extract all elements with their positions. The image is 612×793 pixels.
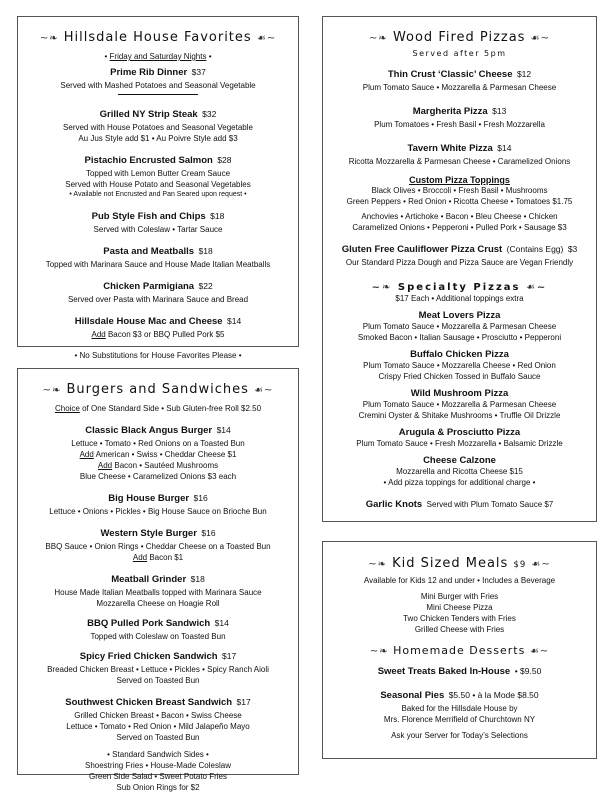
- flourish-right-icon: ☙~: [256, 33, 277, 44]
- list-item: Grilled Cheese with Fries: [414, 625, 505, 634]
- menu-item: Western Style Burger $16 BBQ Sauce • Onion Rings • Cheddar Cheese on a Toasted Bun Add Bacon $1: [45, 528, 271, 562]
- flourish-right-icon: ☙~: [531, 559, 551, 570]
- flourish-right-icon: ☙~: [530, 33, 550, 44]
- flourish-left-icon: ~❧: [369, 646, 389, 657]
- menu-item: Hillsdale House Mac and Cheese $14 Add Bacon $3 or BBQ Pulled Pork $5: [74, 316, 242, 339]
- kids-subtitle: Available for Kids 12 and under • Includes a Beverage: [363, 576, 556, 585]
- flourish-left-icon: ~❧: [369, 33, 388, 44]
- menu-item: Southwest Chicken Breast Sandwich $17 Grilled Chicken Breast • Bacon • Swiss Cheese Lettuce • Tomato • Red Onion • Mild Jalapeño Mayo Served on Toasted Bun: [65, 697, 251, 742]
- list-item: Two Chicken Tenders with Fries: [403, 614, 516, 623]
- kids-desserts-panel: [322, 541, 597, 759]
- menu-item: Wild Mushroom Pizza Plum Tomato Sauce • Mozzarella & Parmesan Cheese Cremini Oyster & Shitake Mushrooms • Truffle Oil Drizzle: [358, 388, 561, 420]
- menu-item: BBQ Pulled Pork Sandwich $14 Topped with Coleslaw on Toasted Bun: [87, 618, 229, 641]
- menu-item: Grilled NY Strip Steak $32 Served with House Potatoes and Seasonal Vegetable Au Jus Style add $1 • Au Poivre Style add $3: [63, 109, 253, 143]
- menu-item: Garlic Knots Served with Plum Tomato Sauce $7: [365, 499, 554, 510]
- house-favorites-note: • No Substitutions for House Favorites Please •: [74, 351, 242, 360]
- sandwich-sides: • Standard Sandwich Sides • Shoestring Fries • House-Made Coleslaw Green Side Salad • Sweet Potato Fries Sub Onion Rings for $2: [85, 750, 231, 792]
- menu-item: Thin Crust ‘Classic’ Cheese $12 Plum Tomato Sauce • Mozzarella & Parmesan Cheese: [362, 69, 557, 92]
- pizzas-heading: ~❧ Wood Fired Pizzas ☙~: [369, 30, 550, 45]
- burgers-panel: [17, 368, 299, 792]
- menu-item: Sweet Treats Baked In-House • $9.50: [377, 666, 542, 677]
- list-item: Mini Cheese Pizza: [426, 603, 493, 612]
- gluten-free-crust: Gluten Free Cauliflower Pizza Crust (Contains Egg) $3 Our Standard Pizza Dough and Pizza Sauce are Vegan Friendly: [341, 244, 578, 267]
- pizzas-panel: [322, 16, 597, 522]
- house-favorites-heading: ~❧ Hillsdale House Favorites ☙~: [39, 30, 277, 45]
- flourish-left-icon: ~❧: [368, 559, 387, 570]
- flourish-right-icon: ☙~: [529, 646, 550, 657]
- flourish-right-icon: ☙~: [254, 385, 274, 396]
- menu-item: Arugula & Prosciutto Pizza Plum Tomato Sauce • Fresh Mozzarella • Balsamic Drizzle: [356, 427, 563, 448]
- menu-item: Pasta and Meatballs $18 Topped with Marinara Sauce and House Made Italian Meatballs: [45, 246, 271, 269]
- pizzas-subtitle: Served after 5pm: [412, 49, 507, 58]
- prime-rib-schedule: • Friday and Saturday Nights •: [104, 52, 212, 61]
- menu-item: Meatball Grinder $18 House Made Italian Meatballs topped with Marinara Sauce Mozzarella Cheese on Hoagie Roll: [54, 574, 262, 608]
- flourish-left-icon: ~❧: [42, 385, 62, 396]
- kids-heading: ~❧ Kid Sized Meals $9 ☙~: [368, 556, 551, 571]
- menu-item: Pub Style Fish and Chips $18 Served with Coleslaw • Tartar Sauce: [91, 211, 225, 234]
- burgers-heading: ~❧ Burgers and Sandwiches ☙~: [42, 382, 274, 397]
- custom-toppings-title: Custom Pizza Toppings: [409, 175, 510, 185]
- desserts-footer: Ask your Server for Today’s Selections: [391, 731, 528, 740]
- flourish-left-icon: ~❧: [371, 282, 393, 293]
- menu-item: Pistachio Encrusted Salmon $28 Topped with Lemon Butter Cream Sauce Served with House Potato and Seasonal Vegetables • Available not Encrusted and Pan Seared upon request •: [65, 155, 251, 198]
- menu-item: Cheese Calzone Mozzarella and Ricotta Cheese $15 • Add pizza toppings for additional charge •: [383, 455, 536, 487]
- custom-toppings: Custom Pizza Toppings Black Olives • Broccoli • Fresh Basil • Mushrooms Green Peppers • Red Onion • Ricotta Cheese • Tomatoes $1.75 Anchovies • Artichoke • Bacon • Bleu Cheese • Chicken Caramelized Onions • Pepperoni • Pulled Pork • Sausage $3: [323, 175, 596, 233]
- menu-item: Seasonal Pies $5.50 • à la Mode $8.50 Baked for the Hillsdale House by Mrs. Florence Merrifield of Churchtown NY: [380, 690, 539, 724]
- menu-item: Chicken Parmigiana $22 Served over Pasta with Marinara Sauce and Bread: [67, 281, 249, 304]
- flourish-left-icon: ~❧: [39, 33, 59, 44]
- flourish-right-icon: ☙~: [525, 282, 548, 293]
- menu-item: Big House Burger $16 Lettuce • Onions • Pickles • Big House Sauce on Brioche Bun: [49, 493, 267, 516]
- divider: [118, 94, 198, 95]
- desserts-heading: ~❧ Homemade Desserts ☙~: [369, 644, 550, 657]
- list-item: Mini Burger with Fries: [420, 592, 499, 601]
- side-choice-note: Choice of One Standard Side • Sub Gluten-free Roll $2.50: [54, 404, 262, 413]
- prime-rib-description: Served with Mashed Potatoes and Seasonal Vegetable: [60, 81, 256, 90]
- menu-item: Classic Black Angus Burger $14 Lettuce • Tomato • Red Onions on a Toasted Bun Add American • Swiss • Cheddar Cheese $1 Add Bacon • Sautéed Mushrooms Blue Cheese • Caramelized Onions $3 each: [71, 425, 245, 481]
- house-favorites-panel: [17, 16, 299, 360]
- menu-item: Tavern White Pizza $14 Ricotta Mozzarella & Parmesan Cheese • Caramelized Onions: [348, 143, 571, 166]
- prime-rib-item: Prime Rib Dinner $37: [110, 67, 206, 78]
- menu-item: Meat Lovers Pizza Plum Tomato Sauce • Mozzarella & Parmesan Cheese Smoked Bacon • Italian Sausage • Prosciutto • Pepperoni: [357, 310, 562, 342]
- menu-item: Margherita Pizza $13 Plum Tomatoes • Fresh Basil • Fresh Mozzarella: [374, 106, 545, 129]
- specialty-subtitle: $17 Each • Additional toppings extra: [395, 294, 524, 303]
- menu-item: Buffalo Chicken Pizza Plum Tomato Sauce • Mozzarella Cheese • Red Onion Crispy Fried Chicken Tossed in Buffalo Sauce: [363, 349, 556, 381]
- kids-list: [323, 591, 596, 635]
- specialty-heading: ~❧ Specialty Pizzas ☙~: [371, 282, 548, 293]
- menu-item: Spicy Fried Chicken Sandwich $17 Breaded Chicken Breast • Lettuce • Pickles • Spicy Ranch Aioli Served on Toasted Bun: [47, 651, 269, 685]
